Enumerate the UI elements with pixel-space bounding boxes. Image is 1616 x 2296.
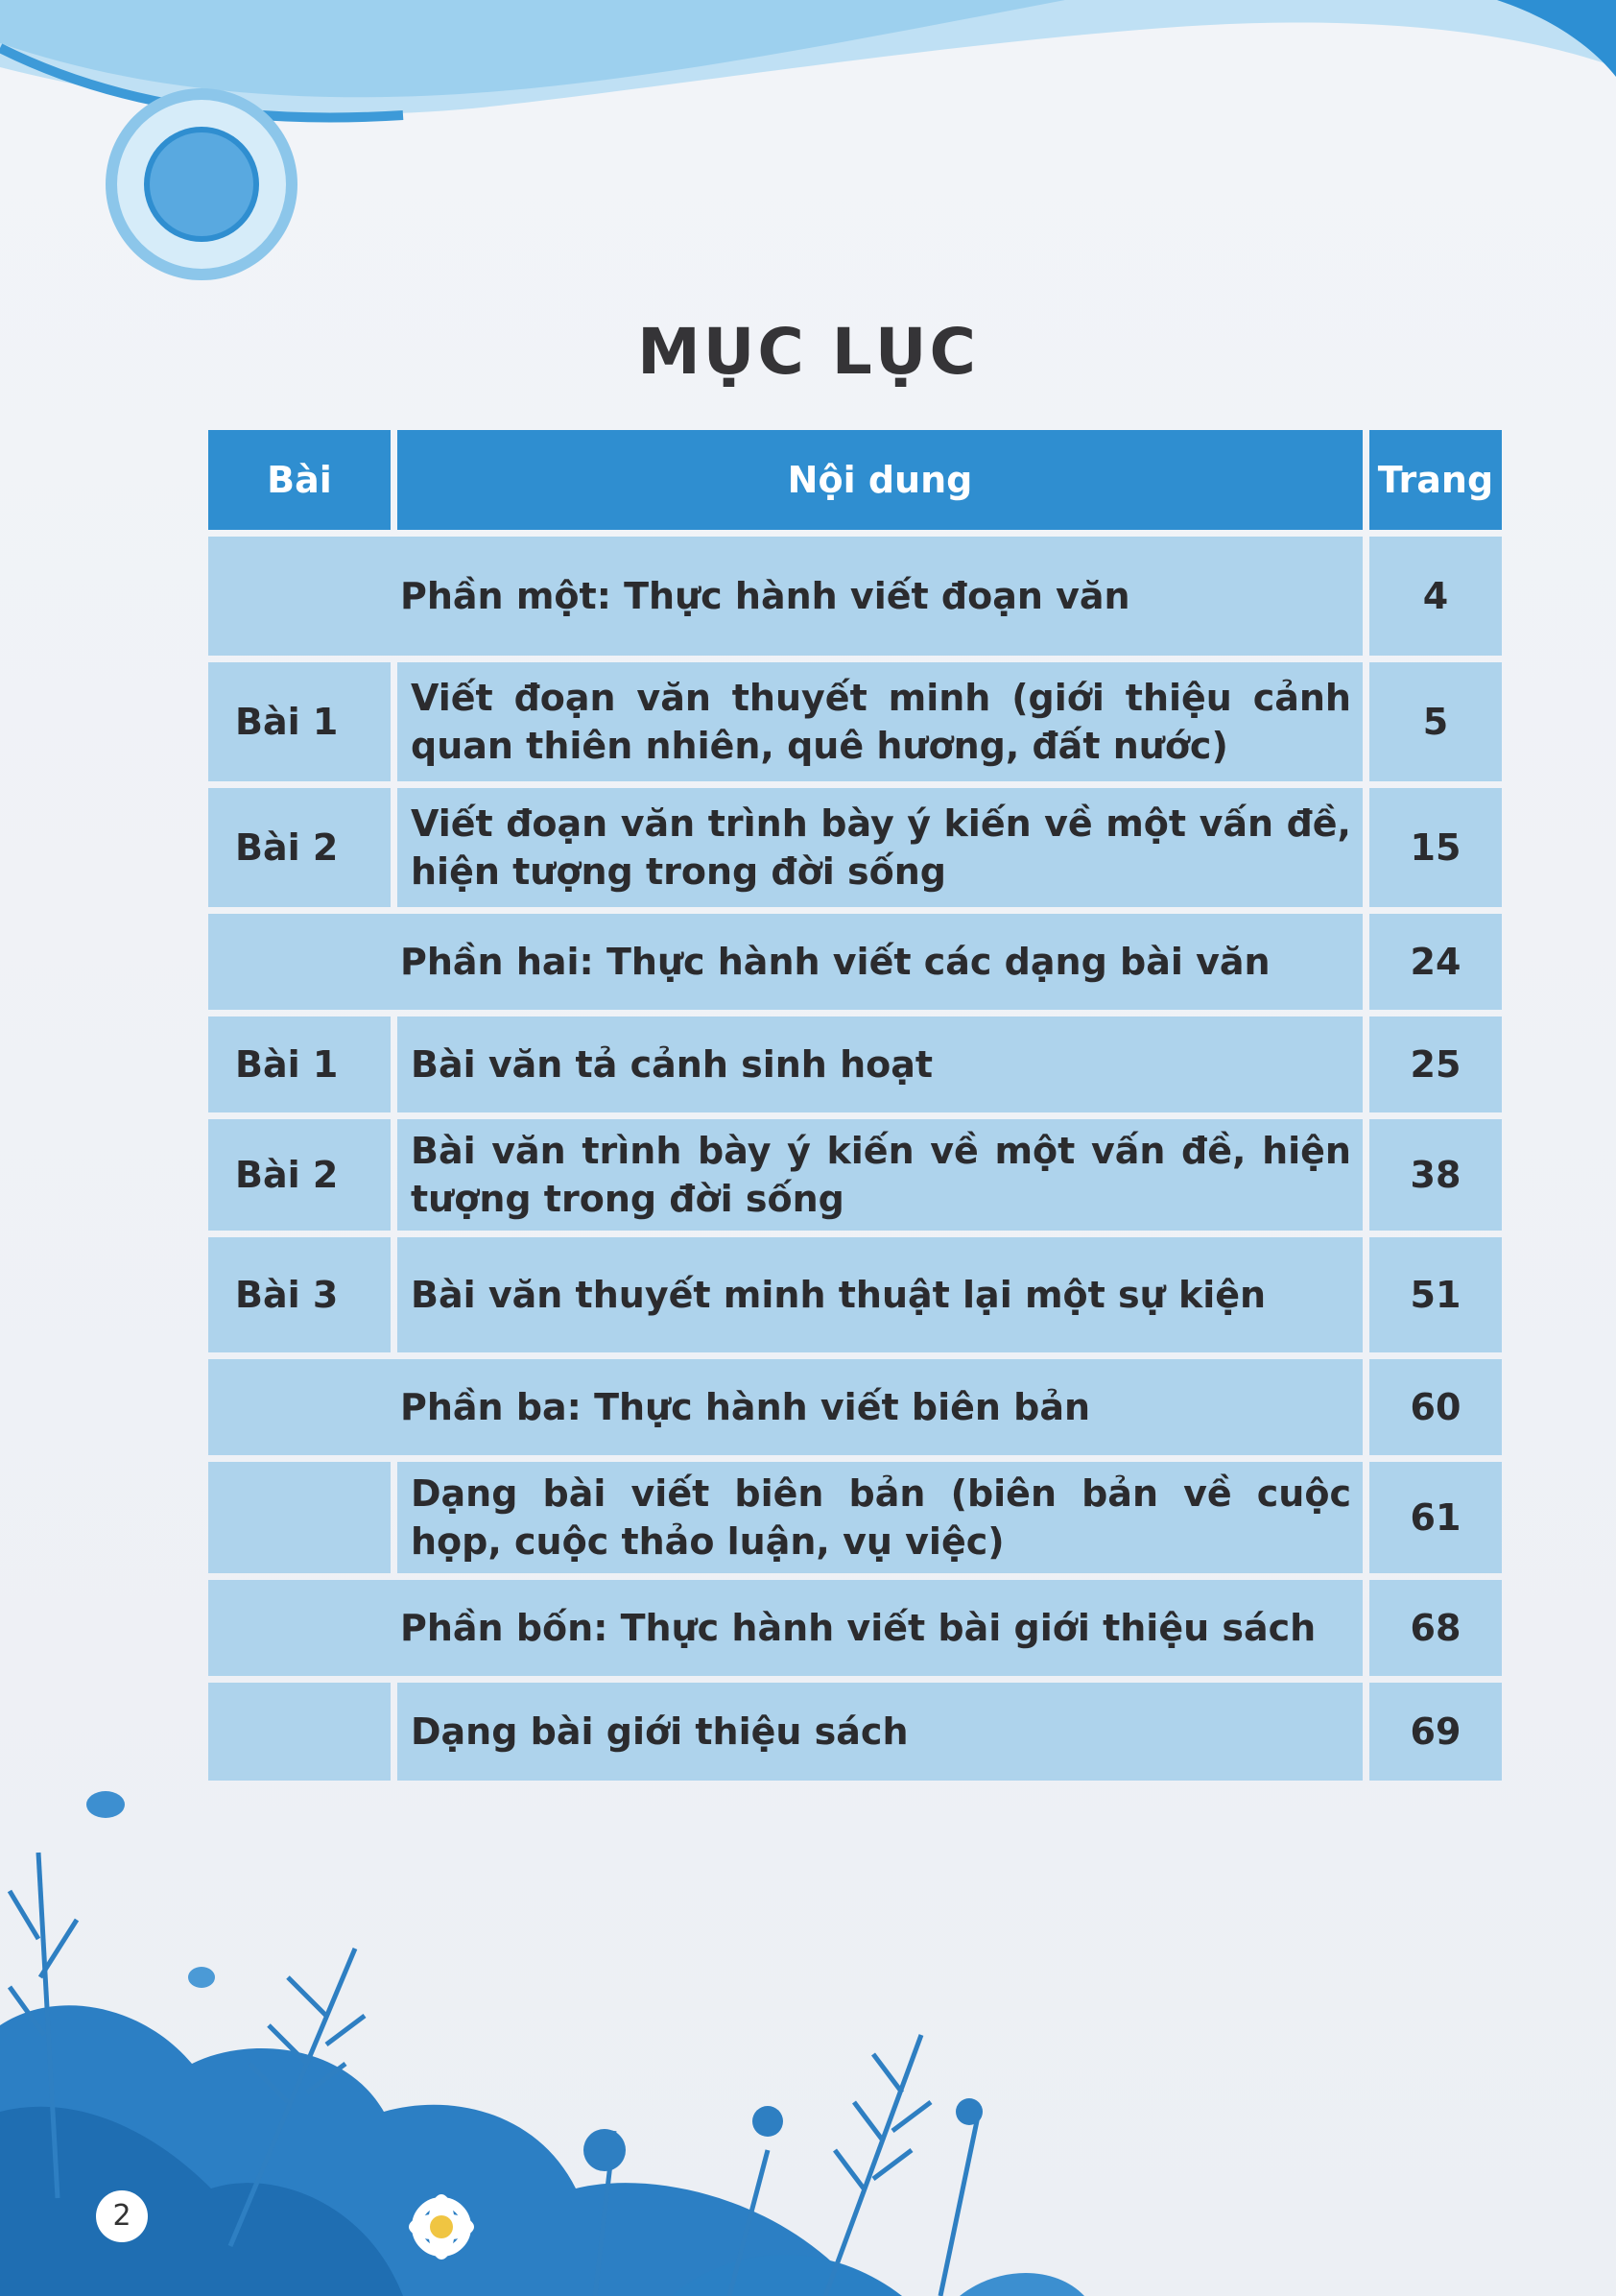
- page-ref: 51: [1369, 1237, 1502, 1352]
- page-ref: 60: [1369, 1359, 1502, 1455]
- page-ref: 5: [1369, 662, 1502, 781]
- table-header-row: [208, 430, 1502, 530]
- table-of-contents: [202, 423, 1509, 1787]
- lesson-content: Viết đoạn văn thuyết minh (giới thiệu cảnh quan thiên nhiên, quê hương, đất nước): [397, 662, 1363, 781]
- header-page: Trang: [1369, 430, 1502, 530]
- page-number: 2: [96, 2190, 148, 2242]
- page-ref: 69: [1369, 1683, 1502, 1781]
- lesson-label: Bài 2: [208, 1119, 391, 1231]
- lesson-label: [208, 1462, 391, 1573]
- lesson-label: Bài 2: [208, 788, 391, 907]
- page-ref: 24: [1369, 914, 1502, 1010]
- page-ref: 15: [1369, 788, 1502, 907]
- lesson-content: Dạng bài viết biên bản (biên bản về cuộc họp, cuộc thảo luận, vụ việc): [397, 1462, 1363, 1573]
- lesson-content: Viết đoạn văn trình bày ý kiến về một vấn đề, hiện tượng trong đời sống: [397, 788, 1363, 907]
- header-lesson: Bài: [208, 430, 391, 530]
- lesson-label: Bài 1: [208, 1016, 391, 1112]
- lesson-label: Bài 1: [208, 662, 391, 781]
- lesson-content: Bài văn thuyết minh thuật lại một sự kiện: [397, 1237, 1363, 1352]
- page-ref: 61: [1369, 1462, 1502, 1573]
- lesson-label: Bài 3: [208, 1237, 391, 1352]
- floral-decoration: [0, 1747, 1616, 2296]
- page-ref: 68: [1369, 1580, 1502, 1676]
- lesson-content: Dạng bài giới thiệu sách: [397, 1683, 1363, 1781]
- page-ref: 38: [1369, 1119, 1502, 1231]
- section-title: Phần ba: Thực hành viết biên bản: [208, 1359, 1363, 1455]
- toc-row: [208, 1119, 1502, 1231]
- toc-row: [208, 1016, 1502, 1112]
- section-row: [208, 1580, 1502, 1676]
- page-ref: 4: [1369, 537, 1502, 656]
- section-title: Phần hai: Thực hành viết các dạng bài văn: [208, 914, 1363, 1010]
- section-row: [208, 537, 1502, 656]
- circle-icon: [0, 0, 317, 307]
- section-title: Phần bốn: Thực hành viết bài giới thiệu sách: [208, 1580, 1363, 1676]
- toc-row: [208, 788, 1502, 907]
- header-content: Nội dung: [397, 430, 1363, 530]
- section-row: [208, 1359, 1502, 1455]
- page-title: MỤC LỤC: [637, 315, 979, 389]
- section-title: Phần một: Thực hành viết đoạn văn: [208, 537, 1363, 656]
- page-ref: 25: [1369, 1016, 1502, 1112]
- section-row: [208, 914, 1502, 1010]
- lesson-content: Bài văn trình bày ý kiến về một vấn đề, hiện tượng trong đời sống: [397, 1119, 1363, 1231]
- toc-row: [208, 1462, 1502, 1573]
- toc-row: [208, 1237, 1502, 1352]
- lesson-content: Bài văn tả cảnh sinh hoạt: [397, 1016, 1363, 1112]
- toc-row: [208, 662, 1502, 781]
